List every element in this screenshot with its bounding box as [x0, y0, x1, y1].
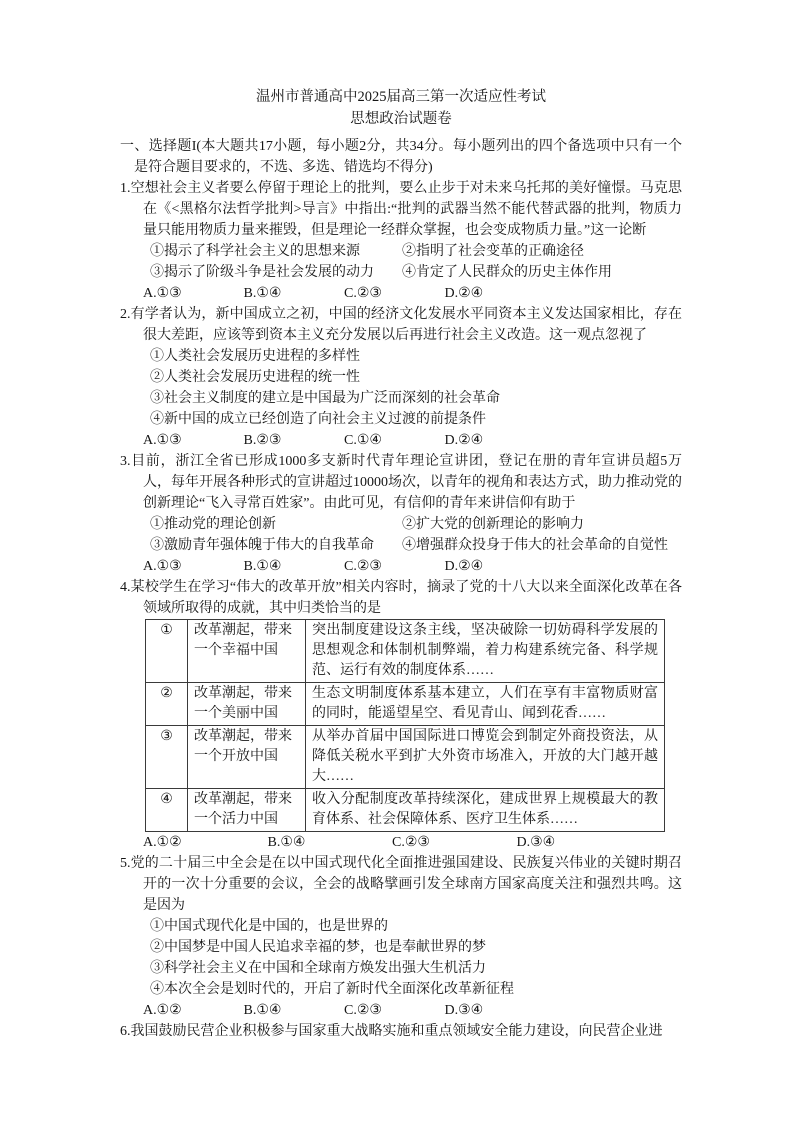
option-3: ③激励青年强体魄于伟大的自我革命 — [150, 538, 374, 553]
question-1-answer-choices — [120, 283, 682, 304]
answer-choice-a: A.①③ — [143, 559, 182, 574]
answer-choice-b: B.②③ — [243, 433, 282, 448]
option-2: ②人类社会发展历史进程的统一性 — [150, 370, 360, 385]
question-3-stem: 3.目前，浙江全省已形成1000多支新时代青年理论宣讲团，登记在册的青年宣讲员超5万人，每年开展各种形式的宣讲超过10000场次，以青年的视角和表达方式，助力推动党的创新理论“飞入寻常百姓家”。由此可见，有信仰的青年来讲信仰有助于 — [120, 454, 682, 511]
answer-choice-c: C.①④ — [344, 433, 382, 448]
category-cell: 改革潮起，带来一个开放中国 — [188, 726, 306, 789]
option-4: ④增强群众投身于伟大的社会革命的自觉性 — [402, 538, 668, 553]
category-cell: 改革潮起，带来一个活力中国 — [188, 789, 306, 832]
achievement-cell: 生态文明制度体系基本建立，人们在享有丰富物质财富的同时，能遥望星空、看见青山、闻到花香…… — [306, 683, 665, 726]
table-row — [146, 726, 665, 789]
question-2-stem: 2.有学者认为，新中国成立之初，中国的经济文化发展水平同资本主义发达国家相比，存在很大差距，应该等到资本主义充分发展以后再进行社会主义改造。这一观点忽视了 — [120, 307, 682, 343]
row-number-cell: ③ — [146, 726, 188, 789]
option-1: ①人类社会发展历史进程的多样性 — [150, 349, 360, 364]
exam-subtitle: 思想政治试题卷 — [350, 111, 452, 127]
question-3-answer-choices — [120, 556, 682, 577]
answer-choice-d: D.③④ — [516, 835, 556, 850]
category-cell: 改革潮起，带来一个幸福中国 — [188, 620, 306, 683]
answer-choice-d: D.②④ — [444, 286, 484, 301]
question-3 — [120, 451, 682, 577]
table-row — [146, 789, 665, 832]
answer-choice-b: B.①④ — [267, 835, 306, 850]
answer-choice-a: A.①② — [143, 1003, 182, 1018]
question-1-options — [120, 241, 682, 283]
answer-choice-d: D.②④ — [444, 433, 484, 448]
question-5-options — [120, 916, 682, 1000]
question-1-stem: 1.空想社会主义者要么停留于理论上的批判，要么止步于对未来乌托邦的美好憧憬。马克思在《<黑格尔法哲学批判>导言》中指出:“批判的武器当然不能代替武器的批判，物质力量只能用物质力量来摧毁，但是理论一经群众掌握，也会变成物质力量。”这一论断 — [120, 181, 682, 238]
answer-choice-d: D.②④ — [444, 559, 484, 574]
option-3: ③社会主义制度的建立是中国最为广泛而深刻的社会革命 — [150, 391, 500, 406]
achievement-cell: 突出制度建设这条主线，坚决破除一切妨碍科学发展的思想观念和体制机制弊端，着力构建系统完备、科学规范、运行有效的制度体系…… — [306, 620, 665, 683]
row-number-cell: ④ — [146, 789, 188, 832]
option-2: ②指明了社会变革的正确途径 — [402, 244, 584, 259]
exam-title: 温州市普通高中2025届高三第一次适应性考试 — [256, 89, 546, 105]
category-cell: 改革潮起，带来一个美丽中国 — [188, 683, 306, 726]
option-4: ④肯定了人民群众的历史主体作用 — [402, 265, 612, 280]
question-5 — [120, 853, 682, 1021]
question-4-answer-choices — [120, 832, 682, 853]
row-number-cell: ① — [146, 620, 188, 683]
reform-achievements-table — [145, 619, 665, 832]
table-row — [146, 683, 665, 726]
question-3-options — [120, 514, 682, 556]
answer-choice-b: B.①④ — [243, 286, 282, 301]
table-row — [146, 620, 665, 683]
question-4-stem: 4.某校学生在学习“伟大的改革开放”相关内容时，摘录了党的十八大以来全面深化改革在各领域所取得的成就，其中归类恰当的是 — [120, 580, 682, 616]
answer-choice-c: C.②③ — [344, 1003, 382, 1018]
question-2-answer-choices — [120, 430, 682, 451]
question-6-stem: 6.我国鼓励民营企业积极参与国家重大战略实施和重点领域安全能力建设，向民营企业进 — [120, 1024, 663, 1039]
question-1 — [120, 178, 682, 304]
answer-choice-c: C.②③ — [344, 559, 382, 574]
question-5-answer-choices — [120, 1000, 682, 1021]
row-number-cell: ② — [146, 683, 188, 726]
achievement-cell: 收入分配制度改革持续深化，建成世界上规模最大的教育体系、社会保障体系、医疗卫生体系…… — [306, 789, 665, 832]
option-1: ①推动党的理论创新 — [150, 517, 276, 532]
answer-choice-c: C.②③ — [344, 286, 382, 301]
option-4: ④本次全会是划时代的，开启了新时代全面深化改革新征程 — [150, 982, 514, 997]
question-2 — [120, 304, 682, 451]
document-page — [120, 86, 682, 1042]
answer-choice-b: B.①④ — [243, 1003, 282, 1018]
achievement-cell: 从举办首届中国国际进口博览会到制定外商投资法，从降低关税水平到扩大外资市场准入，开放的大门越开越大…… — [306, 726, 665, 789]
option-4: ④新中国的成立已经创造了向社会主义过渡的前提条件 — [150, 412, 486, 427]
option-3: ③揭示了阶级斗争是社会发展的动力 — [150, 265, 374, 280]
option-2: ②扩大党的创新理论的影响力 — [402, 517, 584, 532]
answer-choice-c: C.②③ — [392, 835, 430, 850]
question-6 — [120, 1021, 682, 1042]
answer-choice-d: D.③④ — [444, 1003, 484, 1018]
section-heading: 一、选择题I(本大题共17小题，每小题2分，共34分。每小题列出的四个备选项中只有一个是符合题目要求的，不选、多选、错选均不得分) — [120, 139, 682, 175]
option-3: ③科学社会主义在中国和全球南方焕发出强大生机活力 — [150, 961, 486, 976]
question-2-options — [120, 346, 682, 430]
answer-choice-b: B.①④ — [243, 559, 282, 574]
answer-choice-a: A.①③ — [143, 433, 182, 448]
answer-choice-a: A.①② — [143, 835, 182, 850]
option-2: ②中国梦是中国人民追求幸福的梦，也是奉献世界的梦 — [150, 940, 486, 955]
question-4 — [120, 577, 682, 853]
option-1: ①揭示了科学社会主义的思想来源 — [150, 244, 360, 259]
option-1: ①中国式现代化是中国的，也是世界的 — [150, 919, 388, 934]
answer-choice-a: A.①③ — [143, 286, 182, 301]
question-5-stem: 5.党的二十届三中全会是在以中国式现代化全面推进强国建设、民族复兴伟业的关键时期召开的一次十分重要的会议，全会的战略擘画引发全球南方国家高度关注和强烈共鸣。这是因为 — [120, 856, 682, 913]
